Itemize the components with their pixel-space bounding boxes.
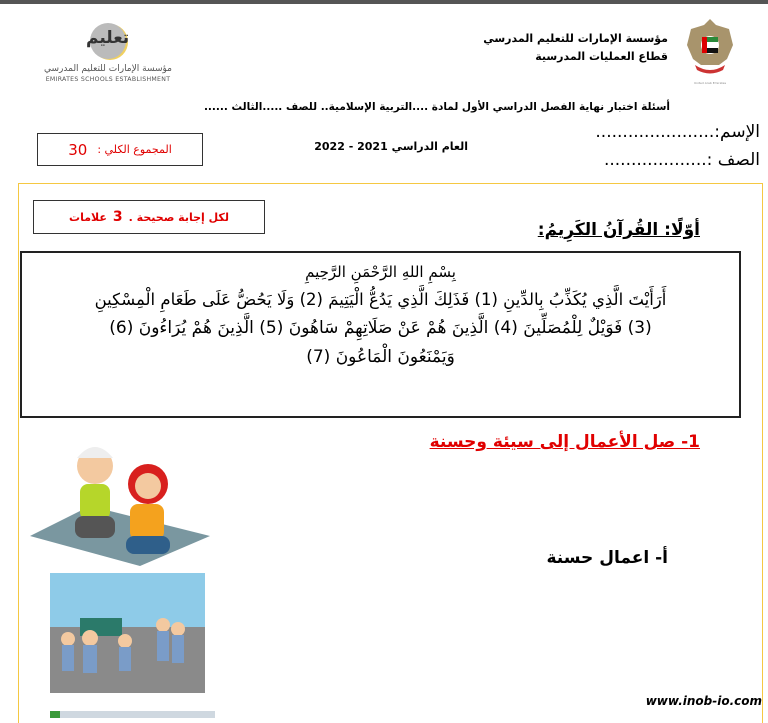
marks-note-unit: علامات bbox=[69, 210, 107, 224]
academic-year: العام الدراسي 2021 - 2022 bbox=[314, 140, 468, 153]
quran-line-1: أَرَأَيْتَ الَّذِي يُكَذِّبُ بِالدِّينِ (1) فَذَلِكَ الَّذِي يَدُعُّ الْيَتِيمَ (2) وَلَا يَحُضُّ عَلَى طَعَامِ الْمِسْكِينِ bbox=[94, 290, 667, 309]
student-class-field[interactable]: الصف :................... bbox=[603, 150, 760, 170]
partial-image bbox=[50, 711, 215, 718]
total-value: 30 bbox=[68, 140, 88, 159]
total-label: المجموع الكلي : bbox=[97, 143, 172, 156]
logo-word: تعليم bbox=[86, 28, 130, 48]
basmala: بِسْمِ اللهِ الرَّحْمَنِ الرَّحِيمِ bbox=[305, 263, 456, 281]
quran-line-3: وَيَمْنَعُونَ الْمَاعُونَ (7) bbox=[306, 347, 455, 367]
ese-logo bbox=[38, 20, 183, 85]
top-bar bbox=[0, 0, 768, 4]
option-a-label: أ- اعمال حسنة bbox=[546, 548, 668, 568]
logo-en: EMIRATES SCHOOLS ESTABLISHMENT bbox=[45, 76, 171, 83]
playground-bullying-image bbox=[50, 573, 205, 693]
marks-note-box bbox=[33, 200, 265, 234]
question-1-title: 1- صل الأعمال إلى سيئة وحسنة bbox=[429, 432, 700, 452]
marks-note-value: 3 bbox=[112, 209, 123, 225]
marks-note-text: لكل إجابة صحيحة . bbox=[128, 210, 229, 224]
children-praying-image bbox=[30, 436, 215, 566]
uae-emblem bbox=[683, 15, 737, 85]
logo-ar: مؤسسة الإمارات للتعليم المدرسي bbox=[44, 64, 172, 74]
org-line-2: قطاع العمليات المدرسية bbox=[535, 50, 668, 63]
emblem-caption: United Arab Emirates bbox=[693, 81, 727, 85]
section-title: أوّلًا: القُرآنُ الكَرِيمُ: bbox=[537, 220, 700, 240]
watermark: www.inob-io.com bbox=[632, 694, 762, 708]
total-box bbox=[37, 133, 203, 166]
quran-box bbox=[20, 251, 741, 418]
org-line-1: مؤسسة الإمارات للتعليم المدرسي bbox=[483, 32, 668, 45]
quran-line-2: (3) فَوَيْلٌ لِلْمُصَلِّينَ (4) الَّذِينَ هُمْ عَنْ صَلَاتِهِمْ سَاهُونَ (5) الَّذِينَ هُمْ يُرَاءُونَ (6) bbox=[109, 318, 652, 338]
student-name-field[interactable]: الإسم:...................... bbox=[595, 122, 760, 142]
exam-title: أسئلة اختبار نهاية الفصل الدراسي الأول لمادة ....التربية الإسلامية.. للصف .....الثالث ...... bbox=[203, 101, 670, 113]
